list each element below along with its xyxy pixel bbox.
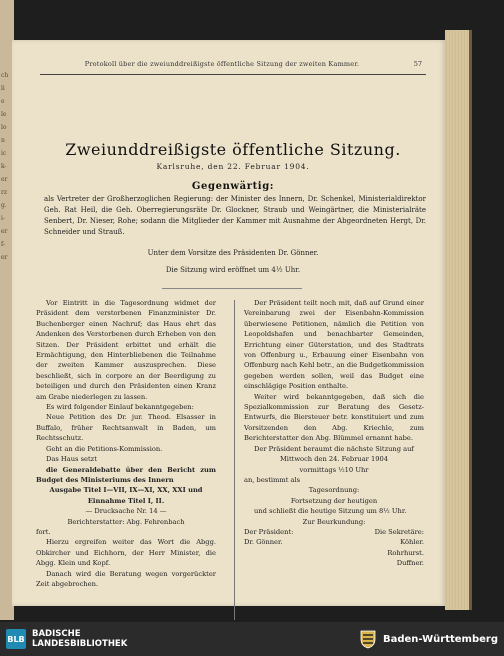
- header-rule: [40, 74, 426, 75]
- blb-name-line2: LANDESBIBLIOTHEK: [32, 639, 128, 649]
- page-edges: [445, 30, 472, 610]
- margin-scrap-text: n: [1, 137, 5, 144]
- secretary-name: Köhler.: [400, 538, 424, 547]
- blb-brand[interactable]: [0, 629, 127, 649]
- margin-scrap-text: er: [1, 176, 8, 183]
- next-session-time: vormittags ½10 Uhr: [299, 465, 369, 474]
- margin-scrap-text: er: [1, 228, 8, 235]
- left-paragraph: die Generaldebatte über den Bericht zum Budget des Ministeriums des Innern: [36, 465, 216, 484]
- running-head: [42, 60, 422, 68]
- blb-name: [32, 629, 127, 649]
- margin-scrap-text: g.: [1, 202, 7, 209]
- left-paragraph: Das Haus setzt: [46, 455, 97, 464]
- next-session-suffix: an, bestimmt als: [244, 475, 301, 484]
- closing-line: und schließt die heutige Sitzung um 8½ Uhr.: [254, 507, 407, 516]
- right-paragraph: Der Präsident teilt noch mit, daß auf Grund einer Vereinbarung zwei der Eisenbahn-Kommission überwiesene Petitionen, nämlich die Petition von Leopoldshafen und benachbarter Gemeinden, Errichtung einer Güterstation, und des Stadtrats von Offenburg u., Erbauung einer Eisenbahn von Offenburg nach Kehl betr., an die Budgetkommission gegeben werden sollen, weil das Budget eine einschlägige Position enthalte.: [244, 299, 424, 391]
- margin-scrap-text: i-: [1, 215, 5, 222]
- left-column: [36, 298, 216, 589]
- present-heading: Gegenwärtig:: [191, 181, 275, 192]
- margin-scrap-text: f-: [1, 241, 6, 248]
- margin-scrap-text: er: [1, 254, 8, 261]
- left-paragraph: Vor Eintritt in die Tagesordnung widmet der Präsident dem verstorbenen Finanzminister Dr. Buchenberger einen Nachruf; das Haus ehrt das Andenken des Verstorbenen durch Erheben von den Sitzen. Der Präsident erbittet und erhält die Ermächtigung, den Hinterbliebenen die Teilnahme der zweiten Kammer auszusprechen. Diese beschließt, sich in corpore an der Beerdigung zu beteiligen und durch den Präsidenten einen Kranz am Grabe niederlegen zu lassen.: [36, 299, 216, 401]
- left-paragraph: Danach wird die Beratung wegen vorgerückter Zeit abgebrochen.: [36, 569, 216, 588]
- running-head-title: Protokoll über die zweiunddreißigste öffentliche Sitzung der zweiten Kammer.: [84, 60, 360, 68]
- right-column: [244, 298, 424, 569]
- margin-scrap-text: li: [1, 85, 5, 92]
- left-paragraph: Geht an die Petitions-Kommission.: [46, 444, 163, 453]
- blb-name-line1: BADISCHE: [32, 629, 81, 639]
- page-number: 57: [413, 60, 422, 68]
- right-paragraph: Der Präsident beraumt die nächste Sitzung auf: [254, 444, 414, 453]
- left-paragraph: Ausgabe Titel I—VII, IX—XI, XX, XXI und Einnahme Titel I, II.: [49, 486, 203, 505]
- blb-logo-icon: BLB: [6, 629, 26, 649]
- left-paragraph: Es wird folgender Einlauf bekanntgegeben:: [46, 403, 194, 412]
- column-divider: [234, 300, 235, 620]
- secretary-name: Rohrhurst.: [387, 548, 424, 557]
- session-title: Zweiunddreißigste öffentliche Sitzung.: [65, 140, 401, 159]
- margin-scrap-text: le: [1, 111, 7, 118]
- secretaries-label: Die Sekretäre:: [374, 527, 424, 536]
- branding-bar: [0, 622, 504, 656]
- chair-line: Unter dem Vorsitze des Präsidenten Dr. Gönner.: [147, 249, 319, 257]
- bw-name: Baden-Württemberg: [382, 633, 498, 645]
- president-name: Dr. Gönner.: [244, 538, 283, 547]
- document-page: [12, 40, 445, 606]
- margin-scrap-text: k-: [1, 163, 7, 170]
- left-paragraph: Berichterstatter: Abg. Fehrenbach: [67, 517, 185, 526]
- present-text: als Vertreter der Großherzoglichen Regierung: der Minister des Innern, Dr. Schenkel, Ministerialdirektor Geh. Rat Heil, die Geh. Oberregierungsräte Dr. Glockner, Straub und Weingärtner, die Ministerialräte Senbert, Dr. Nieser, Rohe; sodann die Mitglieder der Kammer mit Ausnahme der Abgeordneten Hergt, Dr. Schneider und Strauß.: [44, 195, 426, 236]
- signature-labels: [244, 527, 424, 537]
- left-paragraph: Neue Petition des Dr. jur. Theod. Elsasser in Buffalo, früher Rechtsanwalt in Baden, um Rechtsschutz.: [36, 413, 216, 443]
- signature-row: [244, 537, 424, 547]
- margin-scrap-text: ch: [1, 72, 9, 79]
- session-dateline: Karlsruhe, den 22. Februar 1904.: [156, 162, 310, 171]
- left-paragraph: — Drucksache Nr. 14 —: [85, 507, 167, 516]
- bw-brand[interactable]: [358, 629, 498, 649]
- left-paragraph: fort.: [36, 527, 51, 536]
- right-paragraph: Weiter wird bekanntgegeben, daß sich die Spezialkommission zur Beratung des Gesetz-Entwurfs, die Biersteuer betr. konstituiert und zum Vorsitzenden den Abg. Kriechle, zum Berichterstatter den Abg. Blümmel ernannt habe.: [244, 392, 424, 443]
- margin-scrap-text: e: [1, 98, 5, 105]
- margin-scrap-text: ic: [1, 150, 7, 157]
- opening-line: Die Sitzung wird eröffnet um 4½ Uhr.: [165, 266, 301, 274]
- margin-scrap-text: lo: [1, 124, 7, 131]
- agenda-item: Fortsetzung der heutigen: [290, 496, 378, 505]
- certification-heading: Zur Beurkundung:: [302, 517, 366, 526]
- president-label: Der Präsident:: [244, 527, 294, 536]
- left-paragraph: Hierzu ergreifen weiter das Wort die Abgg. Obkircher und Eichhorn, der Herr Minister, die Abgg. Klein und Kopf.: [36, 538, 216, 568]
- agenda-heading: Tagesordnung:: [308, 486, 360, 495]
- secretary-name: Duffner.: [396, 559, 424, 568]
- next-session-date: Mittwoch den 24. Februar 1904: [279, 455, 389, 464]
- margin-scrap-text: rz: [1, 189, 8, 196]
- coat-of-arms-icon: [358, 629, 378, 649]
- section-rule: [162, 288, 302, 289]
